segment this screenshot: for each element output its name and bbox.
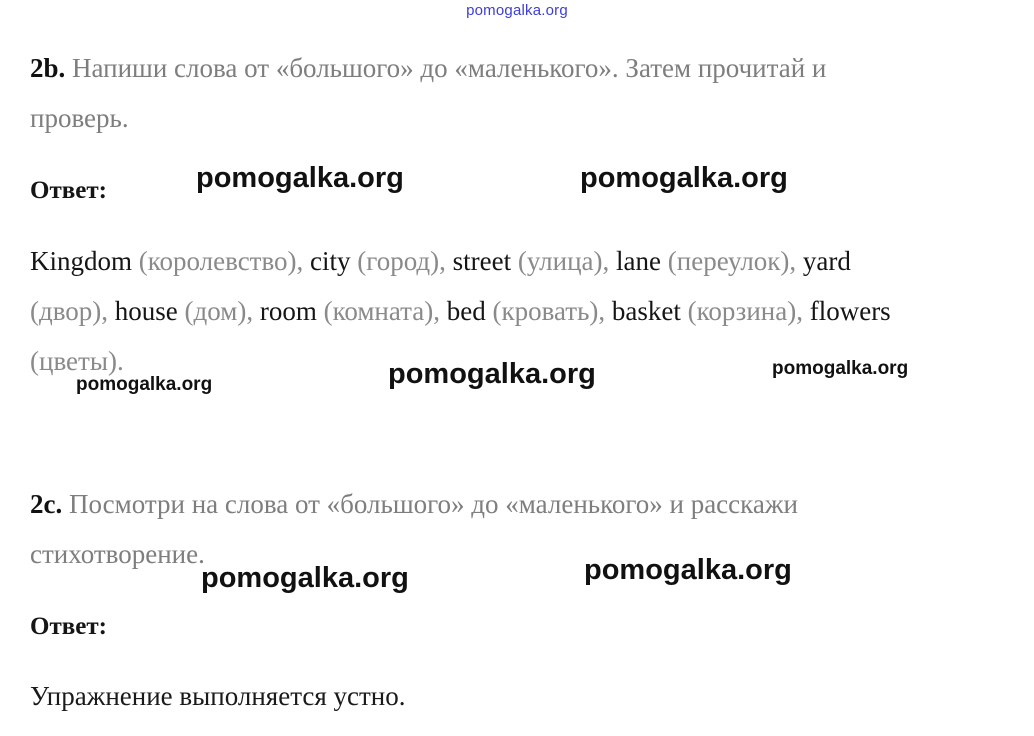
task-2c-line1 <box>30 486 798 522</box>
watermark: pomogalka.org <box>580 162 788 194</box>
english-word: street <box>452 246 512 276</box>
russian-translation: (кровать), <box>485 296 612 326</box>
task-2b-text: Напиши слова от «большого» до «маленького». Затем прочитай и <box>72 53 827 83</box>
answer-label-2b: Ответ: <box>30 177 107 204</box>
english-word: city <box>310 246 351 276</box>
russian-translation: (переулок), <box>661 246 803 276</box>
task-2b-line2: проверь. <box>30 103 129 133</box>
watermark: pomogalka.org <box>584 554 792 586</box>
russian-translation: (комната), <box>316 296 447 326</box>
task-2c-number: 2c. <box>30 489 63 519</box>
russian-translation: (королевство), <box>132 246 311 276</box>
english-word: bed <box>446 296 486 326</box>
russian-translation: (город), <box>350 246 453 276</box>
russian-translation: (дом), <box>177 296 260 326</box>
russian-translation: (корзина), <box>680 296 810 326</box>
english-word: room <box>259 296 317 326</box>
watermark: pomogalka.org <box>388 358 596 390</box>
english-word: yard <box>802 246 851 276</box>
english-word: flowers <box>809 296 891 326</box>
english-word: Kingdom <box>30 246 133 276</box>
russian-translation: (улица), <box>511 246 617 276</box>
english-word: lane <box>616 246 662 276</box>
russian-translation: (цветы). <box>30 346 124 376</box>
watermark: pomogalka.org <box>76 374 213 395</box>
watermark: pomogalka.org <box>201 562 409 594</box>
answer-label-2c: Ответ: <box>30 613 107 640</box>
task-2b-line1 <box>30 50 826 86</box>
answer-2c-text: Упражнение выполняется устно. <box>30 681 406 711</box>
watermark: pomogalka.org <box>772 358 909 379</box>
answer-2b-line1 <box>30 243 851 279</box>
task-2b-number: 2b. <box>30 53 66 83</box>
task-2c-line2: стихотворение. <box>30 539 205 569</box>
watermark: pomogalka.org <box>196 162 404 194</box>
top-watermark: pomogalka.org <box>466 2 568 19</box>
english-word: basket <box>611 296 681 326</box>
english-word: house <box>114 296 178 326</box>
russian-translation: (двор), <box>30 296 115 326</box>
answer-2b-line2 <box>30 293 891 329</box>
task-2c-text: Посмотри на слова от «большого» до «маленького» и расскажи <box>68 489 798 519</box>
